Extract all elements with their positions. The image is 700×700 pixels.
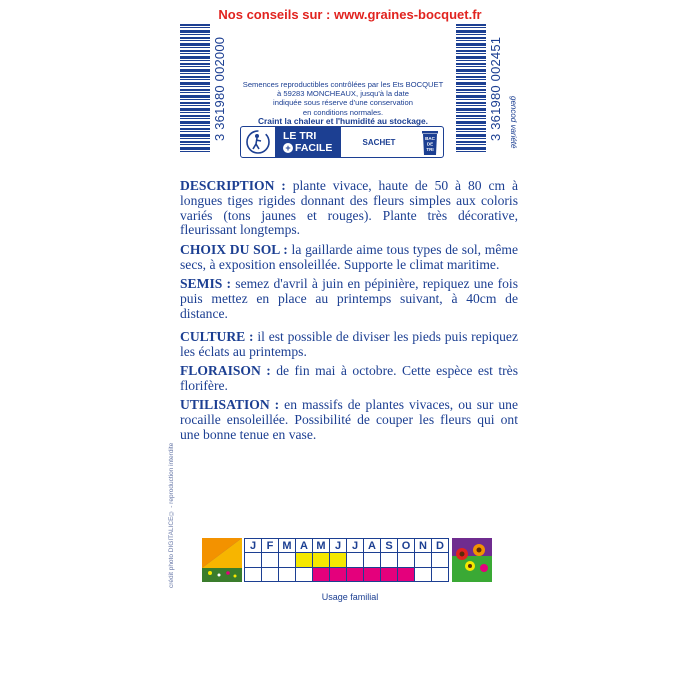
month-label: M xyxy=(313,539,330,553)
flowering-row xyxy=(245,567,449,581)
recycle-person-icon xyxy=(241,127,275,157)
barcode-right-digits: 3 361980 002451 xyxy=(488,36,503,142)
sowing-cell xyxy=(245,553,262,567)
flowering-title: FLORAISON : xyxy=(180,363,271,378)
description-body: plante vivace, haute de 50 à 80 cm à longues tiges rigides donnant des fleurs simples aux coloris variés (tons jaunes et rouges). Plante très décorative, fleurissant longtemps. xyxy=(180,178,518,238)
flowering-cell xyxy=(381,567,398,581)
flowering-cell xyxy=(347,567,364,581)
barcode-left xyxy=(180,24,228,154)
sachet-label: SACHET xyxy=(362,137,396,147)
usage-body: en massifs de plantes vivaces, ou sur une rocaille ensoleillée. Possibilité de couper les fleurs qui ont une bonne tenue en vase. xyxy=(180,397,518,442)
usage-title: UTILISATION : xyxy=(180,397,280,412)
flowers-illustration-icon xyxy=(452,538,492,582)
sowing-cell xyxy=(398,553,415,567)
planting-calendar xyxy=(202,538,492,582)
month-label: D xyxy=(432,539,449,553)
usage-familial-label: Usage familial xyxy=(321,592,379,602)
barcode-left-digits: 3 361980 002000 xyxy=(212,36,227,142)
soil-title: CHOIX DU SOL : xyxy=(180,242,288,257)
month-label: O xyxy=(398,539,415,553)
culture-title: CULTURE : xyxy=(180,329,254,344)
month-label: A xyxy=(296,539,313,553)
flowering-body: de fin mai à octobre. Cette espèce est très florifère. xyxy=(180,363,518,393)
flowering-section xyxy=(180,364,518,394)
month-label: N xyxy=(415,539,432,553)
sowing-illustration-icon xyxy=(202,538,242,582)
month-header-row xyxy=(245,539,449,553)
barcode-left-bars xyxy=(180,24,210,154)
storage-warning: Craint la chaleur et l'humidité au stockage. xyxy=(257,115,428,126)
sowing-title: SEMIS : xyxy=(180,276,232,291)
sowing-cell xyxy=(432,553,449,567)
photo-credit: crédit photo DIGITALICE© - reproduction interdite xyxy=(168,442,175,588)
tri-line1: LE TRI xyxy=(283,129,317,142)
flowering-cell xyxy=(364,567,381,581)
plus-icon: + xyxy=(283,143,293,153)
flowering-cell xyxy=(415,567,432,581)
sowing-cell xyxy=(279,553,296,567)
sowing-body: semez d'avril à juin en pépinière, repiquez une fois puis mettez en place au printemps suivant, à 40cm de distance. xyxy=(180,276,518,321)
producer-line: en conditions normales. xyxy=(302,107,384,117)
producer-line: à 59283 MONCHEAUX, jusqu'à la date xyxy=(277,89,409,99)
tri-label xyxy=(240,126,444,158)
producer-info xyxy=(238,80,448,126)
flowering-cell xyxy=(432,567,449,581)
sowing-cell xyxy=(296,553,313,567)
recycling-bin-icon xyxy=(417,127,443,157)
usage-section xyxy=(180,398,518,442)
tri-facile-badge xyxy=(275,126,341,158)
month-label: A xyxy=(364,539,381,553)
soil-section xyxy=(180,243,518,273)
month-label: S xyxy=(381,539,398,553)
sowing-cell xyxy=(347,553,364,567)
sowing-cell xyxy=(364,553,381,567)
flowering-cell xyxy=(398,567,415,581)
tri-line2: FACILE xyxy=(295,141,333,154)
flowering-cell xyxy=(313,567,330,581)
description-section xyxy=(180,179,518,238)
month-label: J xyxy=(245,539,262,553)
barcode-right-bars xyxy=(456,24,486,154)
barcode-right xyxy=(456,24,504,154)
month-grid xyxy=(244,538,449,582)
sowing-row xyxy=(245,553,449,567)
bac-word: BAC xyxy=(425,136,435,141)
flowering-cell xyxy=(330,567,347,581)
month-label: J xyxy=(347,539,364,553)
sowing-cell xyxy=(313,553,330,567)
producer-line: Semences reproductibles contrôlées par les Ets BOCQUET xyxy=(242,80,444,89)
flowering-cell xyxy=(296,567,313,581)
flowering-cell xyxy=(262,567,279,581)
flowering-cell xyxy=(245,567,262,581)
culture-section xyxy=(180,330,518,360)
sowing-cell xyxy=(330,553,347,567)
sowing-cell xyxy=(415,553,432,567)
sowing-section xyxy=(180,277,518,321)
month-label: F xyxy=(262,539,279,553)
flowering-cell xyxy=(279,567,296,581)
tri-word: TRI xyxy=(426,147,434,152)
de-word: DE xyxy=(426,141,434,147)
sowing-cell xyxy=(262,553,279,567)
gencod-label: gencod variété xyxy=(509,96,518,149)
description-title: DESCRIPTION : xyxy=(180,178,286,193)
culture-body: il est possible de diviser les pieds puis repiquez les éclats au printemps. xyxy=(180,329,518,359)
soil-body: la gaillarde aime tous types de sol, même secs, à exposition ensoleillée. Supporte le climat maritime. xyxy=(180,242,518,272)
month-label: J xyxy=(330,539,347,553)
month-label: M xyxy=(279,539,296,553)
website-url[interactable]: Nos conseils sur : www.graines-bocquet.fr xyxy=(218,7,482,22)
producer-line: indiquée sous réserve d'une conservation xyxy=(273,98,413,108)
sowing-cell xyxy=(381,553,398,567)
